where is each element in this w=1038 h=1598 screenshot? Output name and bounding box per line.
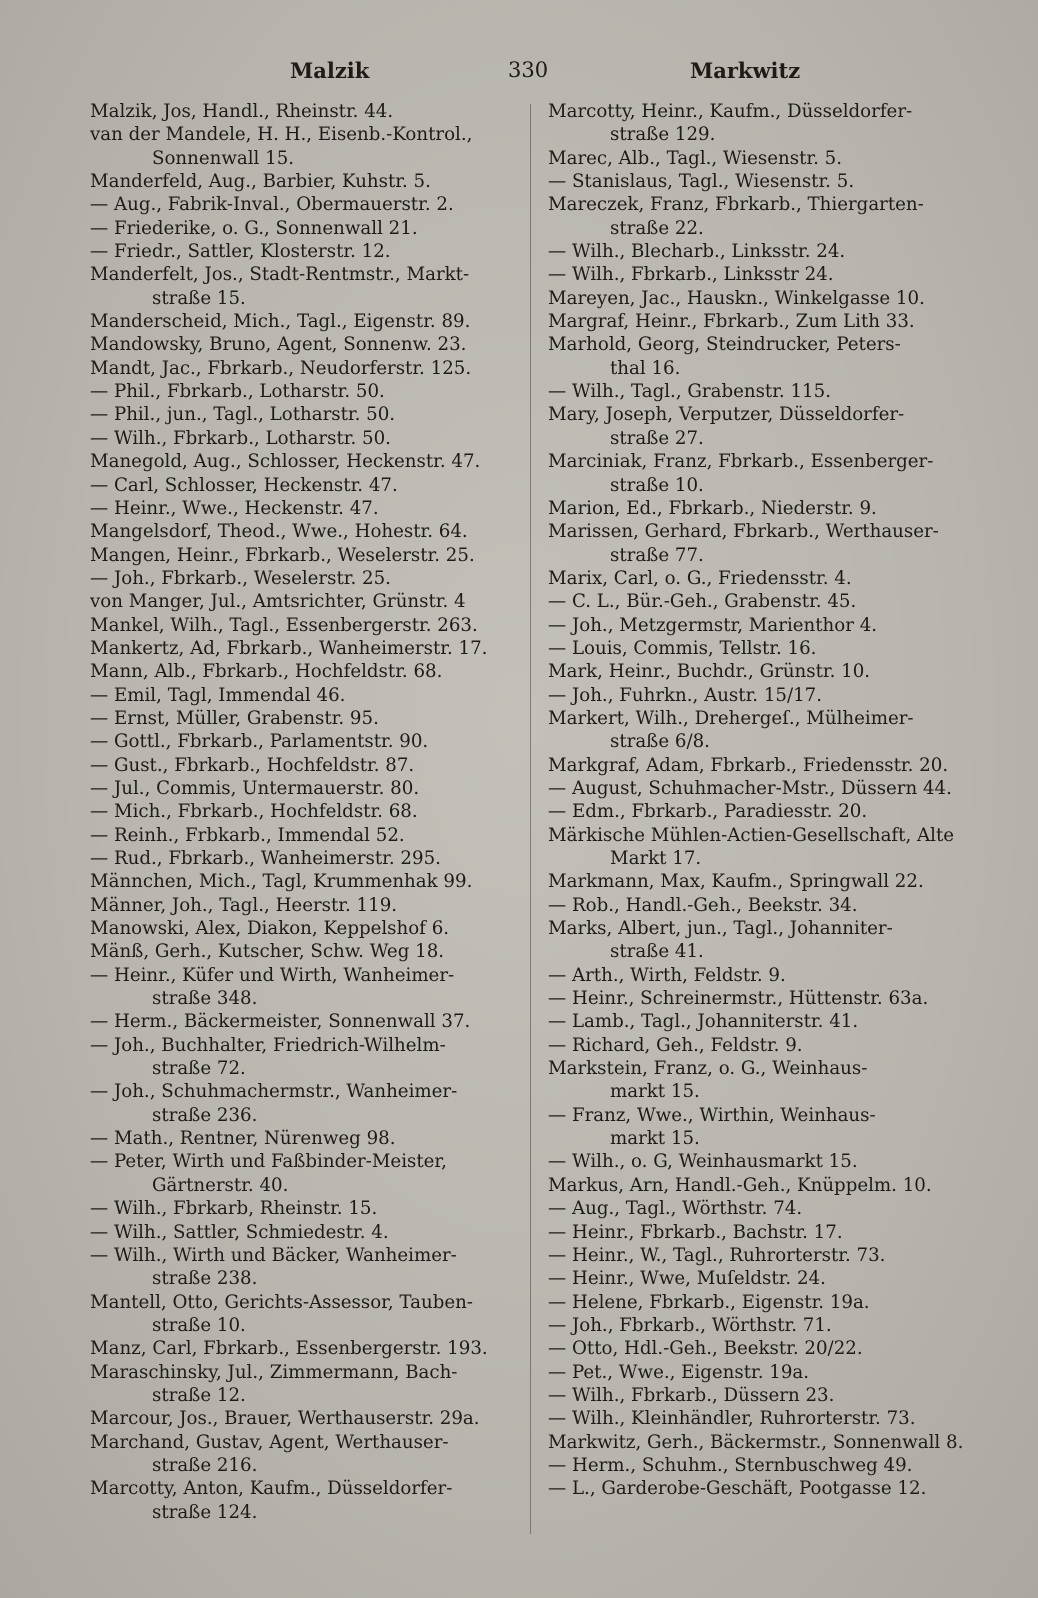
entry-continuation-line: straße 124. [152,1501,258,1523]
directory-entry-line: — Wilh., Fbrkarb., Düssern 23. [548,1384,835,1406]
directory-entry-line: — Joh., Fuhrkn., Austr. 15/17. [548,684,823,706]
directory-entry-line: Mareyen, Jac., Hauskn., Winkelgasse 10. [548,287,925,309]
entry-continuation-line: straße 12. [152,1384,246,1406]
directory-entry-line: Mantell, Otto, Gerichts-Assessor, Tauben- [90,1291,473,1313]
page-header [90,52,960,88]
directory-entry-line: — Phil., jun., Tagl., Lotharstr. 50. [90,404,396,426]
directory-entry-line: — Carl, Schlosser, Heckenstr. 47. [90,474,398,496]
directory-entry-line: Marcour, Jos., Brauer, Werthauserstr. 29a. [90,1408,480,1430]
directory-entry-line: Manderscheid, Mich., Tagl., Eigenstr. 89. [90,311,471,333]
directory-entry-line: Marhold, Georg, Steindrucker, Peters- [548,334,901,356]
entry-continuation-line: thal 16. [610,357,681,379]
directory-entry-line: — Pet., Wwe., Eigenstr. 19a. [548,1361,810,1383]
directory-entry-line: — Rud., Fbrkarb., Wanheimerstr. 295. [90,848,441,869]
directory-entry-line: Marciniak, Franz, Fbrkarb., Essenberger- [548,451,934,473]
entry-continuation-line: straße 77. [610,544,704,566]
directory-entry-line: Mankertz, Ad, Fbrkarb., Wanheimerstr. 17. [90,637,488,659]
header-first-name: Malzik [290,58,370,83]
entry-continuation-line: straße 129. [610,124,716,146]
directory-entry-line: — Heinr., Küfer und Wirth, Wanheimer- [90,964,455,986]
entry-continuation-line: straße 236. [152,1104,258,1126]
directory-entry-line: — Phil., Fbrkarb., Lotharstr. 50. [90,381,385,403]
entry-continuation-line: straße 41. [610,941,704,963]
directory-entry-line: Markert, Wilh., Drehergeſ., Mülheimer- [548,707,914,729]
entry-continuation-line: straße 15. [152,287,246,309]
directory-entry-line: Mark, Heinr., Buchdr., Grünstr. 10. [548,661,871,683]
directory-entry-line: Marcotty, Heinr., Kaufm., Düsseldorfer- [548,101,913,122]
directory-entry-line: Mary, Joseph, Verputzer, Düsseldorfer- [548,404,905,426]
directory-entry-line: — Reinh., Frbkarb., Immendal 52. [90,824,405,846]
header-last-name: Markwitz [690,58,801,83]
entry-continuation-line: straße 10. [152,1314,246,1336]
directory-entry-line: Manz, Carl, Fbrkarb., Essenbergerstr. 193. [90,1338,488,1360]
directory-entry-line: Mangen, Heinr., Fbrkarb., Weselerstr. 25. [90,544,475,566]
entry-continuation-line: straße 348. [152,988,258,1010]
directory-entry-line: — Joh., Fbrkarb., Wörthstr. 71. [548,1314,832,1336]
directory-entry-line: Männchen, Mich., Tagl, Krummenhak 99. [90,871,473,893]
directory-entry-line: Mänß, Gerh., Kutscher, Schw. Weg 18. [90,941,445,963]
entry-continuation-line: straße 27. [610,427,704,449]
directory-entry-line: — Wilh., Fbrkarb., Linksstr 24. [548,264,834,286]
directory-entry-line: — Rob., Handl.-Geh., Beekstr. 34. [548,894,858,916]
column-divider [530,104,531,1534]
directory-entry-line: — Emil, Tagl, Immendal 46. [90,684,346,706]
directory-entry-line: — Ernst, Müller, Grabenstr. 95. [90,707,379,729]
directory-entry-line: — Helene, Fbrkarb., Eigenstr. 19a. [548,1291,870,1313]
entry-continuation-line: straße 22. [610,217,704,239]
directory-entry-line: — Aug., Tagl., Wörthstr. 74. [548,1198,803,1220]
directory-entry-line: — Heinr., W., Tagl., Ruhrorterstr. 73. [548,1244,886,1266]
directory-entry-line: Mareczek, Franz, Fbrkarb., Thiergarten- [548,194,924,216]
directory-entry-line: — August, Schuhmacher-Mstr., Düssern 44. [548,777,952,799]
directory-entry-line: Malzik, Jos, Handl., Rheinstr. 44. [90,101,394,122]
left-column [90,100,522,1524]
entry-continuation-line: straße 216. [152,1454,258,1476]
right-column [548,100,978,1501]
directory-entry-line: — Edm., Fbrkarb., Paradiesstr. 20. [548,801,868,823]
directory-entry-line: van der Mandele, H. H., Eisenb.-Kontrol., [90,124,473,146]
directory-entry-line: — C. L., Bür.-Geh., Grabenstr. 45. [548,591,857,613]
directory-entry-line: — L., Garderobe-Geschäft, Pootgasse 12. [548,1478,927,1500]
entry-continuation-line: markt 15. [610,1081,700,1103]
entry-continuation-line: Gärtnerstr. 40. [152,1174,289,1196]
directory-entry-line: Mann, Alb., Fbrkarb., Hochfeldstr. 68. [90,661,443,683]
directory-entry-line: — Otto, Hdl.-Geh., Beekstr. 20/22. [548,1338,863,1360]
entry-continuation-line: markt 15. [610,1128,700,1150]
directory-entry-line: — Wilh., Wirth und Bäcker, Wanheimer- [90,1244,457,1266]
directory-entry-line: Markgraf, Adam, Fbrkarb., Friedensstr. 20. [548,754,949,776]
entry-continuation-line: Markt 17. [610,848,702,869]
directory-entry-line: Manegold, Aug., Schlosser, Heckenstr. 47. [90,451,481,473]
entry-continuation-line: straße 238. [152,1268,258,1290]
entry-continuation-line: straße 10. [610,474,704,496]
directory-entry-line: — Franz, Wwe., Wirthin, Weinhaus- [548,1104,876,1126]
directory-entry-line: Marix, Carl, o. G., Friedensstr. 4. [548,567,852,589]
directory-entry-line: Marec, Alb., Tagl., Wiesenstr. 5. [548,147,842,169]
directory-entry-line: Mandt, Jac., Fbrkarb., Neudorferstr. 125. [90,357,472,379]
directory-entry-line: — Gust., Fbrkarb., Hochfeldstr. 87. [90,754,415,776]
directory-entry-line: Markus, Arn, Handl.-Geh., Knüppelm. 10. [548,1174,932,1196]
directory-entry-line: — Joh., Schuhmachermstr., Wanheimer- [90,1081,458,1103]
directory-entry-line: — Math., Rentner, Nürenweg 98. [90,1128,396,1150]
directory-entry-line: Margraf, Heinr., Fbrkarb., Zum Lith 33. [548,311,915,333]
directory-entry-line: — Gottl., Fbrkarb., Parlamentstr. 90. [90,731,429,753]
directory-entry-line: — Wilh., Fbrkarb., Lotharstr. 50. [90,427,391,449]
directory-entry-line: Maraschinsky, Jul., Zimmermann, Bach- [90,1361,458,1383]
directory-entry-line: — Stanislaus, Tagl., Wiesenstr. 5. [548,171,855,193]
entry-continuation-line: straße 6/8. [610,731,710,753]
directory-entry-line: — Aug., Fabrik-Inval., Obermauerstr. 2. [90,194,454,216]
directory-entry-line: — Wilh., Kleinhändler, Ruhrorterstr. 73. [548,1408,916,1430]
directory-entry-line: Marion, Ed., Fbrkarb., Niederstr. 9. [548,497,877,519]
directory-entry-line: Markmann, Max, Kaufm., Springwall 22. [548,871,924,893]
directory-entry-line: — Friederike, o. G., Sonnenwall 21. [90,217,418,239]
directory-entry-line: — Joh., Metzgermstr, Marienthor 4. [548,614,878,636]
directory-entry-line: Marcotty, Anton, Kaufm., Düsseldorfer- [90,1478,453,1500]
directory-entry-line: Manowski, Alex, Diakon, Keppelshof 6. [90,918,450,940]
directory-entry-line: Markstein, Franz, o. G., Weinhaus- [548,1058,868,1080]
directory-entry-line: — Joh., Fbrkarb., Weselerstr. 25. [90,567,391,589]
directory-entry-line: — Heinr., Fbrkarb., Bachstr. 17. [548,1221,843,1243]
page-number: 330 [508,58,549,82]
directory-entry-line: — Friedr., Sattler, Klosterstr. 12. [90,241,391,263]
directory-entry-line: Manderfelt, Jos., Stadt-Rentmstr., Markt- [90,264,470,286]
directory-entry-line: — Wilh., Blecharb., Linksstr. 24. [548,241,846,263]
directory-entry-line: — Wilh., Tagl., Grabenstr. 115. [548,381,831,403]
directory-entry-line: — Mich., Fbrkarb., Hochfeldstr. 68. [90,801,418,823]
directory-entry-line: — Joh., Buchhalter, Friedrich-Wilhelm- [90,1034,446,1056]
directory-entry-line: — Richard, Geh., Feldstr. 9. [548,1034,803,1056]
directory-entry-line: Mandowsky, Bruno, Agent, Sonnenw. 23. [90,334,467,356]
directory-entry-line: — Wilh., Fbrkarb, Rheinstr. 15. [90,1198,378,1220]
directory-entry-line: — Herm., Schuhm., Sternbuschweg 49. [548,1454,913,1476]
directory-entry-line: — Wilh., o. G, Weinhausmarkt 15. [548,1151,858,1173]
directory-entry-line: Mangelsdorf, Theod., Wwe., Hohestr. 64. [90,521,468,543]
directory-entry-line: — Heinr., Schreinermstr., Hüttenstr. 63a. [548,988,929,1010]
directory-entry-line: — Heinr., Wwe., Heckenstr. 47. [90,497,379,519]
directory-entry-line: Männer, Joh., Tagl., Heerstr. 119. [90,894,398,916]
directory-entry-line: — Heinr., Wwe, Muſeldstr. 24. [548,1268,826,1290]
directory-entry-line: — Wilh., Sattler, Schmiedestr. 4. [90,1221,389,1243]
entry-continuation-line: straße 72. [152,1058,246,1080]
directory-entry-line: Marchand, Gustav, Agent, Werthauser- [90,1431,449,1453]
directory-entry-line: Markwitz, Gerh., Bäckermstr., Sonnenwall 8. [548,1431,964,1453]
directory-entry-line: — Herm., Bäckermeister, Sonnenwall 37. [90,1011,471,1033]
entry-continuation-line: Sonnenwall 15. [152,147,295,169]
directory-entry-line: — Louis, Commis, Tellstr. 16. [548,637,817,659]
directory-entry-line: von Manger, Jul., Amtsrichter, Grünstr. 4 [90,591,466,613]
directory-entry-line: Mankel, Wilh., Tagl., Essenbergerstr. 263. [90,614,478,636]
directory-entry-line: — Lamb., Tagl., Johanniterstr. 41. [548,1011,859,1033]
directory-entry-line: Marks, Albert, jun., Tagl., Johanniter- [548,918,893,940]
directory-entry-line: — Jul., Commis, Untermauerstr. 80. [90,777,420,799]
directory-entry-line: Manderfeld, Aug., Barbier, Kuhstr. 5. [90,171,431,193]
directory-entry-line: Märkische Mühlen-Actien-Gesellschaft, Alte [548,824,955,846]
directory-entry-line: — Arth., Wirth, Feldstr. 9. [548,964,786,986]
directory-entry-line: Marissen, Gerhard, Fbrkarb., Werthauser- [548,521,939,543]
directory-entry-line: — Peter, Wirth und Faßbinder-Meister, [90,1151,447,1173]
